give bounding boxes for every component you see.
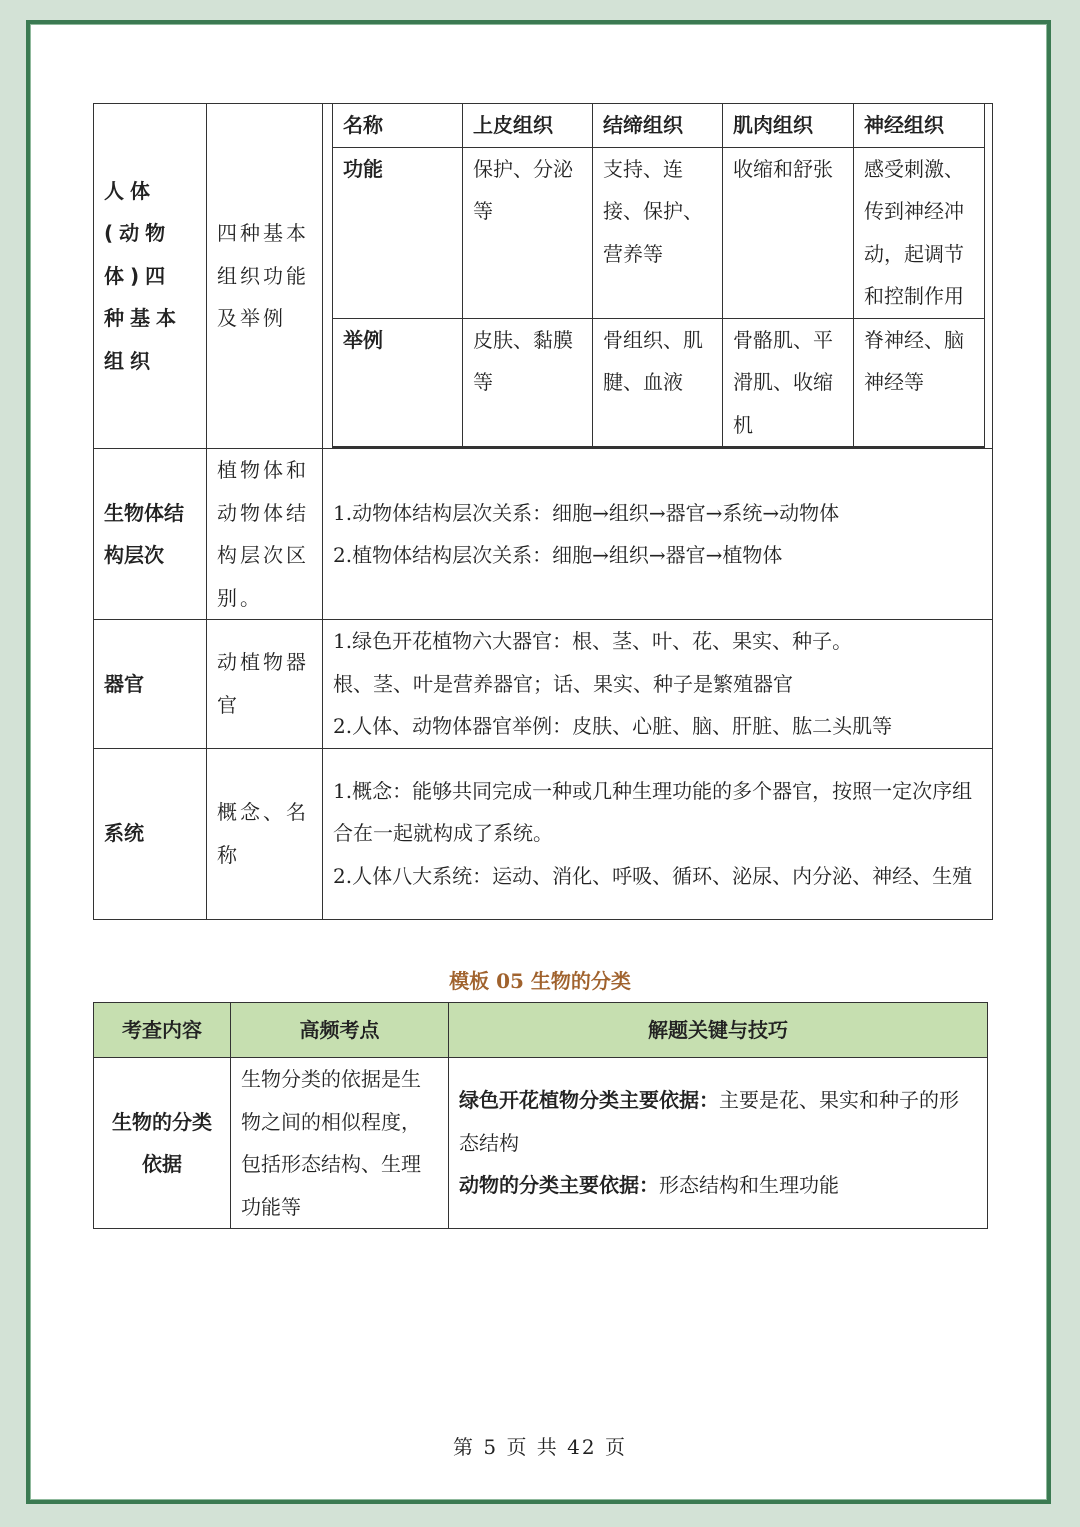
tissue-example: 皮肤、黏膜等 bbox=[463, 318, 593, 447]
table-row bbox=[94, 620, 993, 749]
table-row bbox=[94, 104, 993, 449]
tissue-example-row bbox=[333, 318, 985, 447]
point-cell: 生物分类的依据是生物之间的相似程度，包括形态结构、生理功能等 bbox=[231, 1058, 449, 1229]
content-cell bbox=[323, 748, 993, 919]
tissue-header: 上皮组织 bbox=[463, 104, 593, 147]
point-cell: 四种基本组织功能及举例 bbox=[207, 104, 323, 449]
point-cell: 动植物器官 bbox=[207, 620, 323, 749]
tissue-example: 骨组织、肌腱、血液 bbox=[593, 318, 723, 447]
tip-line bbox=[459, 1164, 977, 1207]
topic-cell: 生物的分类依据 bbox=[94, 1058, 231, 1229]
table-row bbox=[94, 748, 993, 919]
tissue-table bbox=[332, 104, 985, 448]
tissue-example: 骨骼肌、平滑肌、收缩机 bbox=[723, 318, 854, 447]
tissue-row-label: 举例 bbox=[333, 318, 463, 447]
tissue-function: 保护、分泌等 bbox=[463, 147, 593, 318]
tissue-header-row bbox=[333, 104, 985, 147]
section-title: 模板 05 生物的分类 bbox=[449, 969, 631, 993]
topic-cell: 系统 bbox=[94, 748, 207, 919]
tissue-header: 神经组织 bbox=[854, 104, 985, 147]
content-line: 根、茎、叶是营养器官；话、果实、种子是繁殖器官 bbox=[333, 671, 793, 696]
tissue-header: 肌肉组织 bbox=[723, 104, 854, 147]
tip-text: 形态结构和生理功能 bbox=[659, 1173, 839, 1198]
content-line: 2.人体八大系统：运动、消化、呼吸、循环、泌尿、内分泌、神经、生殖 bbox=[333, 863, 973, 888]
tissue-function-row bbox=[333, 147, 985, 318]
tissue-function: 感受刺激、传到神经冲动，起调节和控制作用 bbox=[854, 147, 985, 318]
topic-cell: 人体(动物体)四种基本组织 bbox=[94, 104, 207, 449]
content-line: 2.植物体结构层次关系：细胞→组织→器官→植物体 bbox=[333, 543, 783, 567]
tissue-function: 收缩和舒张 bbox=[723, 147, 854, 318]
content-cell bbox=[323, 449, 993, 620]
content-line: 1.动物体结构层次关系：细胞→组织→器官→系统→动物体 bbox=[333, 500, 840, 525]
column-header: 高频考点 bbox=[231, 1003, 449, 1058]
column-header: 解题关键与技巧 bbox=[449, 1003, 988, 1058]
tip-label: 绿色开花植物分类主要依据： bbox=[459, 1088, 719, 1113]
content-cell bbox=[323, 620, 993, 749]
content-line: 1.绿色开花植物六大器官：根、茎、叶、花、果实、种子。 bbox=[333, 629, 853, 653]
tissue-header: 名称 bbox=[333, 104, 463, 147]
header-row bbox=[94, 1003, 988, 1058]
tip-label: 动物的分类主要依据： bbox=[459, 1173, 659, 1198]
classification-table bbox=[93, 1002, 988, 1229]
point-cell: 概念、名称 bbox=[207, 748, 323, 919]
tip-line bbox=[459, 1079, 977, 1164]
tips-cell bbox=[449, 1058, 988, 1229]
tissue-example: 脊神经、脑神经等 bbox=[854, 318, 985, 447]
tissue-function: 支持、连接、保护、营养等 bbox=[593, 147, 723, 318]
tip-text: 主要是花、果实和种子的形态结构 bbox=[459, 1088, 959, 1155]
topic-cell: 生物体结构层次 bbox=[94, 449, 207, 620]
content-line: 2.人体、动物体器官举例：皮肤、心脏、脑、肝脏、肱二头肌等 bbox=[333, 714, 893, 738]
topic-cell: 器官 bbox=[94, 620, 207, 749]
tissue-header: 结缔组织 bbox=[593, 104, 723, 147]
page-footer: 第 5 页 共 42 页 bbox=[453, 1435, 627, 1459]
tissue-row-label: 功能 bbox=[333, 147, 463, 318]
structure-table bbox=[93, 103, 993, 920]
content-line: 1.概念：能够共同完成一种或几种生理功能的多个器官，按照一定次序组合在一起就构成了系统。 bbox=[333, 778, 973, 846]
column-header: 考查内容 bbox=[94, 1003, 231, 1058]
table-row bbox=[94, 449, 993, 620]
tissue-cell bbox=[323, 104, 993, 449]
table-row bbox=[94, 1058, 988, 1229]
point-cell: 植物体和动物体结构层次区别。 bbox=[207, 449, 323, 620]
